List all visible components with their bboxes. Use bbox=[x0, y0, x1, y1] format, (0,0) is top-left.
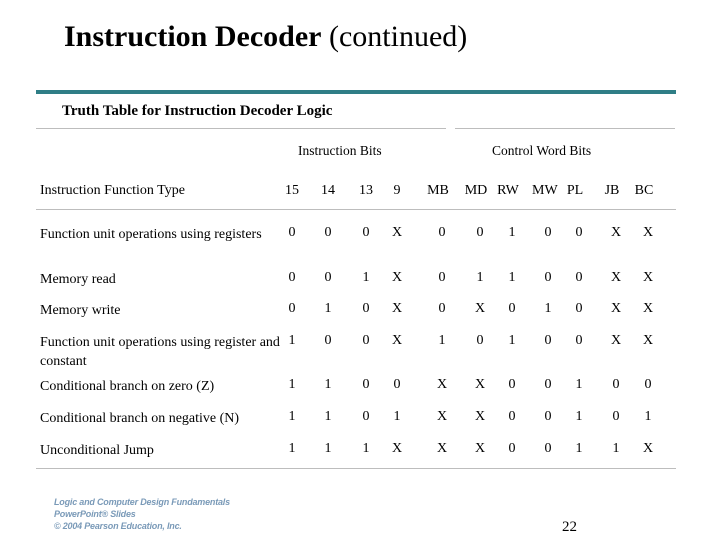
instr-bit-cell: 0 bbox=[288, 225, 296, 240]
control-bit-cell: X bbox=[610, 333, 622, 348]
control-bit-cell: 0 bbox=[476, 333, 484, 348]
control-bit-cell: 0 bbox=[575, 270, 583, 285]
table-title: Truth Table for Instruction Decoder Logic bbox=[62, 103, 333, 119]
instr-bit-cell: 0 bbox=[362, 225, 370, 240]
control-bit-cell: 0 bbox=[575, 333, 583, 348]
function-type-cell: Memory write bbox=[40, 303, 121, 318]
control-bit-cell: X bbox=[642, 333, 654, 348]
control-bit-cell: X bbox=[642, 225, 654, 240]
instr-bit-cell: 1 bbox=[288, 377, 296, 392]
instr-bit-header: 15 bbox=[285, 183, 299, 198]
control-bit-cell: X bbox=[610, 225, 622, 240]
title-suffix: (continued) bbox=[328, 20, 468, 53]
control-bit-cell: 0 bbox=[544, 333, 552, 348]
logo-line: Logic and Computer Design Fundamentals bbox=[54, 497, 230, 507]
function-type-cell: Function unit operations using registers bbox=[40, 227, 262, 242]
control-bit-cell: 0 bbox=[612, 409, 620, 424]
control-bit-cell: 0 bbox=[544, 377, 552, 392]
function-type-cell: Conditional branch on zero (Z) bbox=[40, 379, 215, 394]
function-type-cell: Unconditional Jump bbox=[40, 443, 154, 458]
control-bit-cell: 0 bbox=[575, 225, 583, 240]
instr-bit-cell: 1 bbox=[362, 270, 370, 285]
table-bottom-rule bbox=[36, 468, 676, 469]
divider-right bbox=[455, 128, 675, 129]
control-bit-cell: 1 bbox=[508, 270, 516, 285]
control-bit-header: PL bbox=[566, 183, 584, 198]
instr-bit-cell: 0 bbox=[288, 270, 296, 285]
control-bit-cell: 0 bbox=[438, 270, 446, 285]
page-number: 22 bbox=[562, 519, 577, 535]
instr-bit-cell: 0 bbox=[288, 301, 296, 316]
divider-left bbox=[36, 128, 446, 129]
control-bit-cell: 1 bbox=[544, 301, 552, 316]
control-bit-cell: X bbox=[474, 377, 486, 392]
control-bit-cell: 1 bbox=[612, 441, 620, 456]
control-bit-cell: 1 bbox=[575, 409, 583, 424]
instr-bit-cell: 0 bbox=[362, 333, 370, 348]
instr-bit-cell: 1 bbox=[324, 377, 332, 392]
header-divider bbox=[36, 209, 676, 210]
control-bit-cell: X bbox=[436, 409, 448, 424]
control-bit-cell: 0 bbox=[544, 441, 552, 456]
control-bit-cell: X bbox=[610, 270, 622, 285]
title-main: Instruction Decoder bbox=[64, 20, 322, 53]
control-bit-cell: 0 bbox=[438, 225, 446, 240]
control-bit-cell: 0 bbox=[508, 441, 516, 456]
logo-line: © 2004 Pearson Education, Inc. bbox=[54, 521, 182, 531]
instr-bit-cell: 0 bbox=[362, 301, 370, 316]
control-bit-header: RW bbox=[497, 183, 519, 198]
control-bit-cell: 0 bbox=[544, 270, 552, 285]
control-bit-cell: 0 bbox=[544, 225, 552, 240]
function-type-cell: Memory read bbox=[40, 272, 116, 287]
instruction-bits-header: Instruction Bits bbox=[298, 143, 382, 158]
instr-bit-cell: X bbox=[391, 333, 403, 348]
instr-bit-cell: 1 bbox=[288, 441, 296, 456]
instr-bit-header: 13 bbox=[359, 183, 373, 198]
control-bit-cell: X bbox=[642, 441, 654, 456]
instr-bit-header: 9 bbox=[393, 183, 401, 198]
instr-bit-cell: 0 bbox=[393, 377, 401, 392]
function-type-cell: Conditional branch on negative (N) bbox=[40, 411, 240, 426]
control-bit-cell: 1 bbox=[508, 333, 516, 348]
control-bit-cell: 0 bbox=[644, 377, 652, 392]
control-bit-cell: 0 bbox=[544, 409, 552, 424]
control-bit-cell: X bbox=[610, 301, 622, 316]
control-bit-cell: 1 bbox=[575, 441, 583, 456]
instr-bit-cell: 0 bbox=[324, 270, 332, 285]
control-bit-cell: 0 bbox=[575, 301, 583, 316]
instr-bit-cell: 1 bbox=[393, 409, 401, 424]
instr-bit-cell: 1 bbox=[362, 441, 370, 456]
instr-bit-cell: 1 bbox=[324, 301, 332, 316]
instr-bit-cell: 0 bbox=[324, 333, 332, 348]
control-bit-cell: 1 bbox=[575, 377, 583, 392]
control-bit-cell: X bbox=[642, 270, 654, 285]
control-bit-cell: 1 bbox=[438, 333, 446, 348]
instr-bit-cell: X bbox=[391, 270, 403, 285]
control-bit-cell: X bbox=[474, 409, 486, 424]
control-bit-cell: X bbox=[436, 377, 448, 392]
instr-bit-cell: 0 bbox=[362, 377, 370, 392]
control-word-bits-header: Control Word Bits bbox=[492, 143, 592, 158]
control-bit-header: JB bbox=[604, 183, 620, 198]
control-bit-cell: X bbox=[436, 441, 448, 456]
control-bit-cell: X bbox=[474, 441, 486, 456]
logo-line: PowerPoint® Slides bbox=[54, 509, 136, 519]
instr-bit-cell: X bbox=[391, 301, 403, 316]
control-bit-cell: 0 bbox=[508, 301, 516, 316]
instr-bit-cell: 1 bbox=[324, 441, 332, 456]
control-bit-header: MB bbox=[427, 183, 449, 198]
control-bit-cell: 0 bbox=[438, 301, 446, 316]
control-bit-cell: 0 bbox=[612, 377, 620, 392]
instr-bit-cell: X bbox=[391, 441, 403, 456]
instr-bit-cell: 1 bbox=[288, 409, 296, 424]
control-bit-header: BC bbox=[634, 183, 654, 198]
instr-bit-cell: 0 bbox=[324, 225, 332, 240]
function-type-cell: Function unit operations using register and constant bbox=[40, 335, 280, 369]
instr-bit-cell: 1 bbox=[324, 409, 332, 424]
control-bit-cell: 0 bbox=[508, 409, 516, 424]
instr-bit-cell: 1 bbox=[288, 333, 296, 348]
title-underline bbox=[36, 90, 676, 94]
control-bit-cell: X bbox=[474, 301, 486, 316]
instr-bit-cell: 0 bbox=[362, 409, 370, 424]
control-bit-header: MD bbox=[464, 183, 488, 198]
instr-bit-cell: X bbox=[391, 225, 403, 240]
control-bit-header: MW bbox=[532, 183, 558, 198]
control-bit-cell: 1 bbox=[644, 409, 652, 424]
control-bit-cell: X bbox=[642, 301, 654, 316]
instr-bit-header: 14 bbox=[321, 183, 335, 198]
slide-title bbox=[64, 20, 467, 54]
control-bit-cell: 0 bbox=[508, 377, 516, 392]
publisher-logo bbox=[54, 496, 230, 532]
function-type-header: Instruction Function Type bbox=[40, 183, 185, 198]
control-bit-cell: 0 bbox=[476, 225, 484, 240]
control-bit-cell: 1 bbox=[476, 270, 484, 285]
control-bit-cell: 1 bbox=[508, 225, 516, 240]
